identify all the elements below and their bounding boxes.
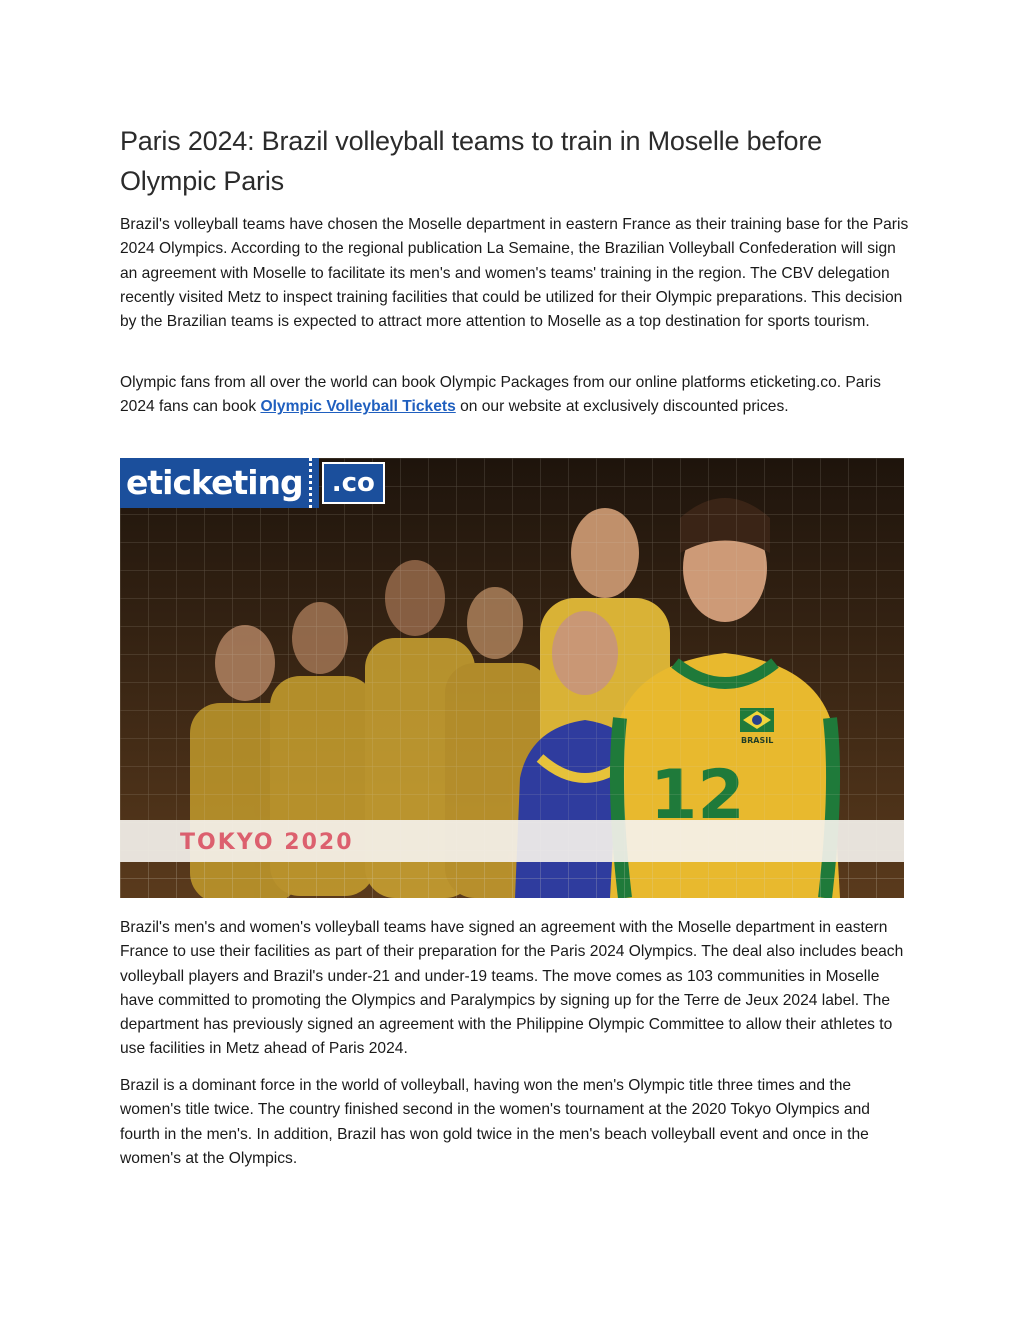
olympic-volleyball-tickets-link[interactable]: Olympic Volleyball Tickets: [260, 398, 456, 416]
net-banner-text: TOKYO 2020: [180, 830, 354, 855]
paragraph-history: Brazil is a dominant force in the world of volleyball, having won the men's Olympic title three times and the women's title twice. The country finished second in the women's tournament at the 2020 Tokyo Olympics and fourth in the men's. In addition, Brazil has won gold twice in the men's beach volleyball event and once in the women's at the Olympics.: [120, 1077, 870, 1167]
logo-wordmark: eticketing: [120, 458, 309, 508]
logo-co-badge: .co: [322, 462, 385, 504]
paragraph-intro: Brazil's volleyball teams have chosen the Moselle department in eastern France as their training base for the Paris 2024 Olympics. According to the regional publication La Semaine, the Brazilian Volleyball Confederation will sign an agreement with Moselle to facilitate its men's and women's teams' training in the region. The CBV delegation recently visited Metz to inspect training facilities that could be utilized for their Olympic preparations. This decision by the Brazilian teams is expected to attract more attention to Moselle as a top destination for sports tourism.: [120, 216, 909, 331]
article-title: Paris 2024: Brazil volleyball teams to train in Moselle before Olympic Paris: [120, 126, 822, 196]
paragraph-tickets-text-after: on our website at exclusively discounted prices.: [455, 398, 789, 416]
paragraph-agreement: Brazil's men's and women's volleyball teams have signed an agreement with the Moselle department in eastern France to use their facilities as part of their preparation for the Paris 2024 Olympics. The deal also includes beach volleyball players and Brazil's under-21 and under-19 teams. The move comes as 103 communities in Moselle have committed to promoting the Olympics and Paralympics by signing up for the Terre de Jeux 2024 label. The department has previously signed an agreement with the Philippine Olympic Committee to allow their athletes to use facilities in Metz ahead of Paris 2024.: [120, 919, 904, 1058]
eticketing-logo: [120, 458, 385, 508]
paragraph-tickets: [120, 371, 910, 420]
logo-ticket-perforation: [309, 458, 319, 508]
paragraph-tickets-text-before: Olympic fans from all over the world can book Olympic Packages from our online platforms eticketing.co. Paris 2024 fans can book: [120, 374, 881, 416]
team-photo: [120, 458, 904, 898]
